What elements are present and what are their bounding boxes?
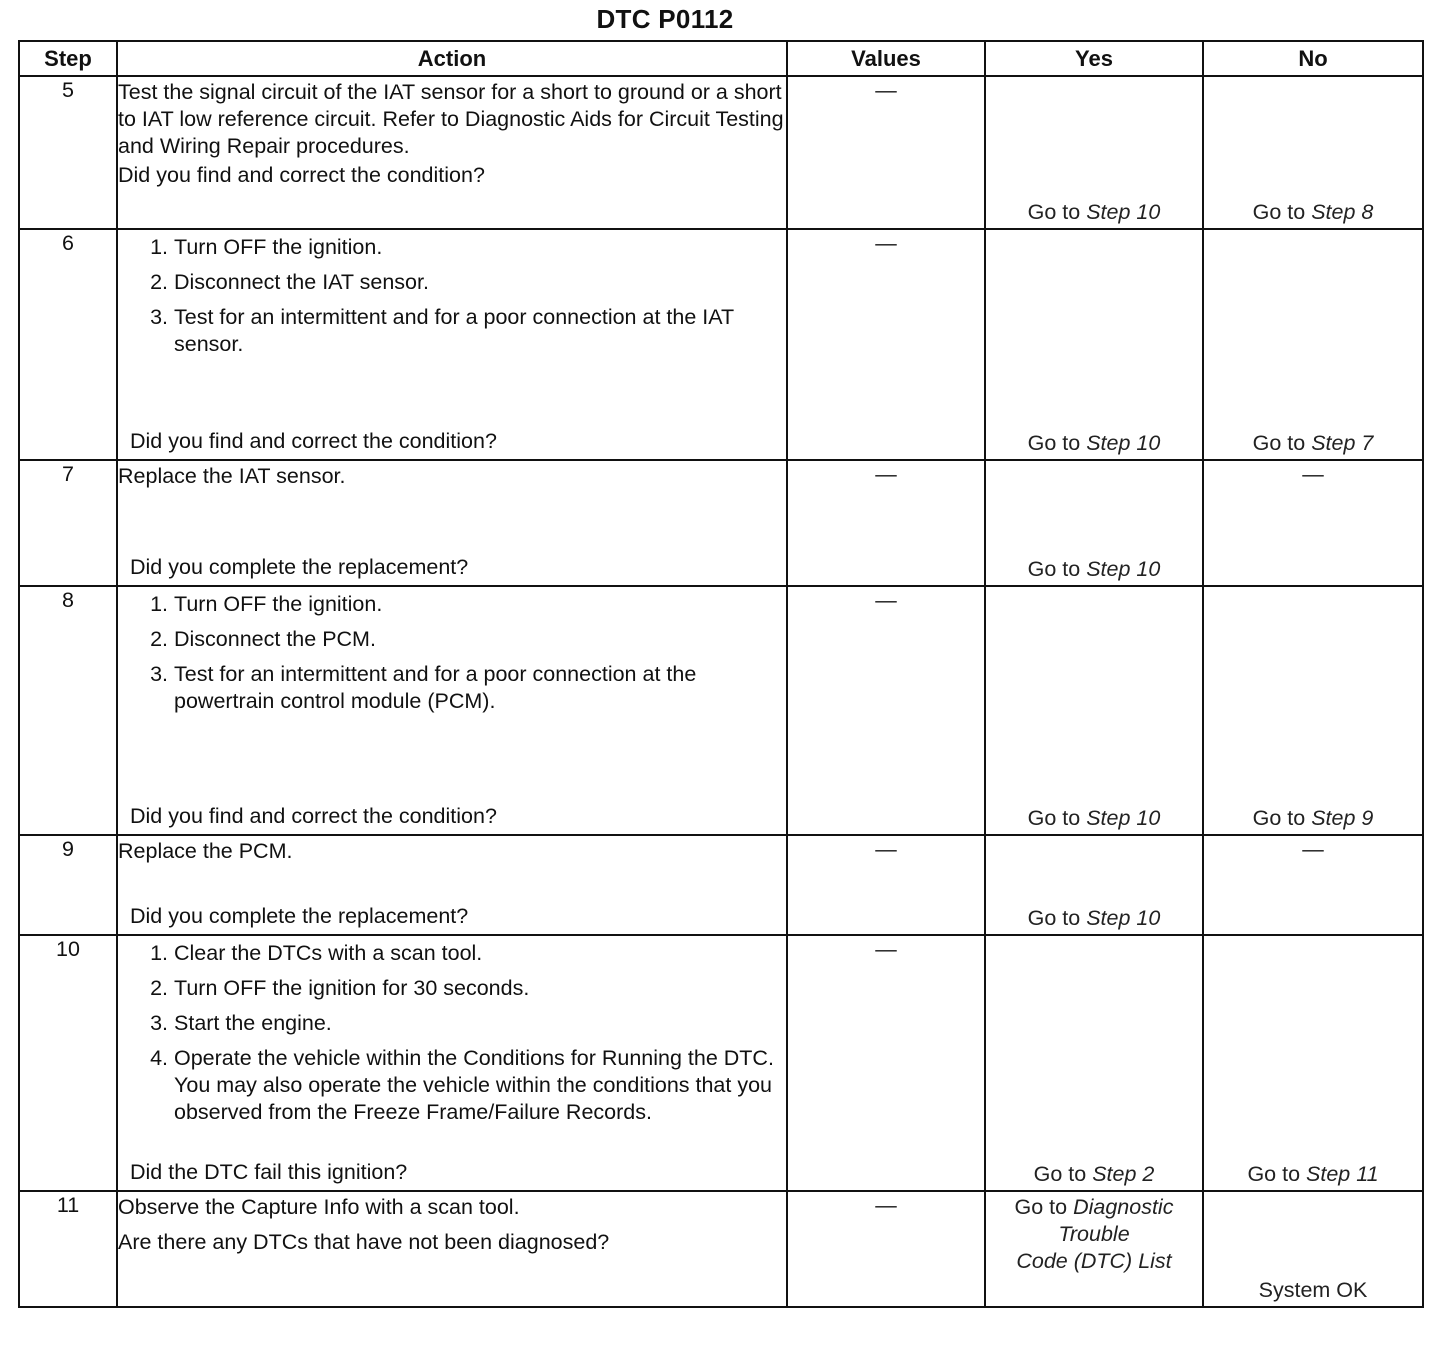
action-text: Replace the PCM. <box>118 839 293 863</box>
value-cell: — <box>787 460 985 586</box>
action-cell <box>117 76 787 229</box>
table-row <box>19 460 1423 586</box>
list-item: 3. Test for an intermittent and for a poor connection at the powertrain control module (PCM). <box>174 661 786 715</box>
action-text: Replace the IAT sensor. <box>118 464 346 488</box>
no-goto[interactable] <box>1204 1161 1422 1188</box>
goto-link[interactable]: Step 10 <box>1086 906 1161 930</box>
yes-goto[interactable] <box>986 905 1202 932</box>
action-question: Are there any DTCs that have not been diagnosed? <box>118 1230 610 1254</box>
action-steps <box>118 591 786 715</box>
header-row <box>19 41 1423 76</box>
step-number: 5 <box>19 76 117 229</box>
no-goto[interactable] <box>1204 199 1422 226</box>
list-item: 3. Start the engine. <box>174 1010 786 1037</box>
yes-goto[interactable] <box>986 199 1202 226</box>
header-step: Step <box>19 41 117 76</box>
goto-link[interactable]: Step 10 <box>1086 200 1161 224</box>
goto-prefix: Go to <box>1014 1195 1074 1219</box>
goto-prefix: Go to <box>1027 557 1087 581</box>
goto-prefix: Go to <box>1252 431 1312 455</box>
yes-cell <box>985 229 1203 460</box>
goto-link[interactable]: Step 8 <box>1311 200 1374 224</box>
action-question: Did you find and correct the condition? <box>130 429 497 453</box>
goto-link[interactable]: Step 10 <box>1086 557 1161 581</box>
goto-link[interactable]: Diagnostic <box>1073 1195 1174 1219</box>
no-cell: — <box>1203 460 1423 586</box>
goto-prefix: Go to <box>1027 806 1087 830</box>
goto-link[interactable]: Code (DTC) List <box>1016 1249 1172 1273</box>
no-cell <box>1203 1191 1423 1307</box>
action-steps <box>118 940 786 1126</box>
action-question: Did you complete the replacement? <box>130 904 469 928</box>
goto-prefix: Go to <box>1027 200 1087 224</box>
value-cell: — <box>787 935 985 1191</box>
step-number: 11 <box>19 1191 117 1307</box>
no-goto[interactable] <box>1204 805 1422 832</box>
goto-prefix: Go to <box>1247 1162 1307 1186</box>
table-row <box>19 935 1423 1191</box>
yes-goto[interactable] <box>986 1194 1202 1275</box>
step-number: 8 <box>19 586 117 835</box>
action-cell <box>117 835 787 935</box>
goto-prefix: Go to <box>1027 906 1087 930</box>
no-cell <box>1203 935 1423 1191</box>
goto-link[interactable]: Step 9 <box>1311 806 1374 830</box>
list-item: 2. Disconnect the PCM. <box>174 626 786 653</box>
system-ok-text: System OK <box>1258 1278 1368 1302</box>
table-row <box>19 76 1423 229</box>
goto-link[interactable]: Step 7 <box>1311 431 1374 455</box>
yes-goto[interactable] <box>986 1161 1202 1188</box>
list-item: 1. Clear the DTCs with a scan tool. <box>174 940 786 967</box>
action-question: Did you find and correct the condition? <box>118 163 485 187</box>
step-number: 10 <box>19 935 117 1191</box>
value-cell: — <box>787 1191 985 1307</box>
goto-link[interactable]: Step 10 <box>1086 806 1161 830</box>
page-title: DTC P0112 <box>596 4 734 34</box>
header-no: No <box>1203 41 1423 76</box>
no-goto[interactable] <box>1204 430 1422 457</box>
goto-prefix: Go to <box>1252 806 1312 830</box>
header-action: Action <box>117 41 787 76</box>
step-number: 6 <box>19 229 117 460</box>
list-item: 2. Disconnect the IAT sensor. <box>174 269 786 296</box>
list-item: 4. Operate the vehicle within the Conditions for Running the DTC. You may also operate the vehicle within the conditions that you observed from the Freeze Frame/Failure Records. <box>174 1045 786 1126</box>
goto-link[interactable]: Step 2 <box>1092 1162 1155 1186</box>
action-question: Did you complete the replacement? <box>130 555 469 579</box>
no-cell <box>1203 76 1423 229</box>
yes-cell <box>985 835 1203 935</box>
value-cell: — <box>787 835 985 935</box>
yes-goto[interactable] <box>986 805 1202 832</box>
goto-link[interactable]: Trouble <box>1058 1222 1130 1246</box>
table-row <box>19 835 1423 935</box>
yes-cell <box>985 1191 1203 1307</box>
step-number: 9 <box>19 835 117 935</box>
no-cell: — <box>1203 835 1423 935</box>
table-row <box>19 229 1423 460</box>
no-cell <box>1203 586 1423 835</box>
action-cell <box>117 229 787 460</box>
list-item: 2. Turn OFF the ignition for 30 seconds. <box>174 975 786 1002</box>
list-item: 1. Turn OFF the ignition. <box>174 591 786 618</box>
diagnostic-table <box>18 40 1424 1308</box>
header-yes: Yes <box>985 41 1203 76</box>
yes-cell <box>985 586 1203 835</box>
value-cell: — <box>787 229 985 460</box>
yes-goto[interactable] <box>986 556 1202 583</box>
step-number: 7 <box>19 460 117 586</box>
action-text: Observe the Capture Info with a scan tool. <box>118 1195 520 1219</box>
yes-goto[interactable] <box>986 430 1202 457</box>
action-cell <box>117 586 787 835</box>
yes-cell <box>985 935 1203 1191</box>
goto-link[interactable]: Step 11 <box>1306 1162 1379 1186</box>
action-text: Test the signal circuit of the IAT sensor for a short to ground or a short to IAT low reference circuit. Refer to Diagnostic Aids for Circuit Testing and Wiring Repair procedures. <box>118 80 784 158</box>
goto-prefix: Go to <box>1033 1162 1093 1186</box>
list-item: 3. Test for an intermittent and for a poor connection at the IAT sensor. <box>174 304 786 358</box>
action-question: Did you find and correct the condition? <box>130 804 497 828</box>
value-cell: — <box>787 586 985 835</box>
yes-cell <box>985 460 1203 586</box>
action-question: Did the DTC fail this ignition? <box>130 1160 408 1184</box>
action-cell <box>117 460 787 586</box>
goto-prefix: Go to <box>1252 200 1312 224</box>
goto-prefix: Go to <box>1027 431 1087 455</box>
action-steps <box>118 234 786 358</box>
action-cell <box>117 935 787 1191</box>
yes-cell <box>985 76 1203 229</box>
header-values: Values <box>787 41 985 76</box>
action-cell <box>117 1191 787 1307</box>
list-item: 1. Turn OFF the ignition. <box>174 234 786 261</box>
table-row <box>19 586 1423 835</box>
goto-link[interactable]: Step 10 <box>1086 431 1161 455</box>
no-cell <box>1203 229 1423 460</box>
value-cell: — <box>787 76 985 229</box>
table-row <box>19 1191 1423 1307</box>
